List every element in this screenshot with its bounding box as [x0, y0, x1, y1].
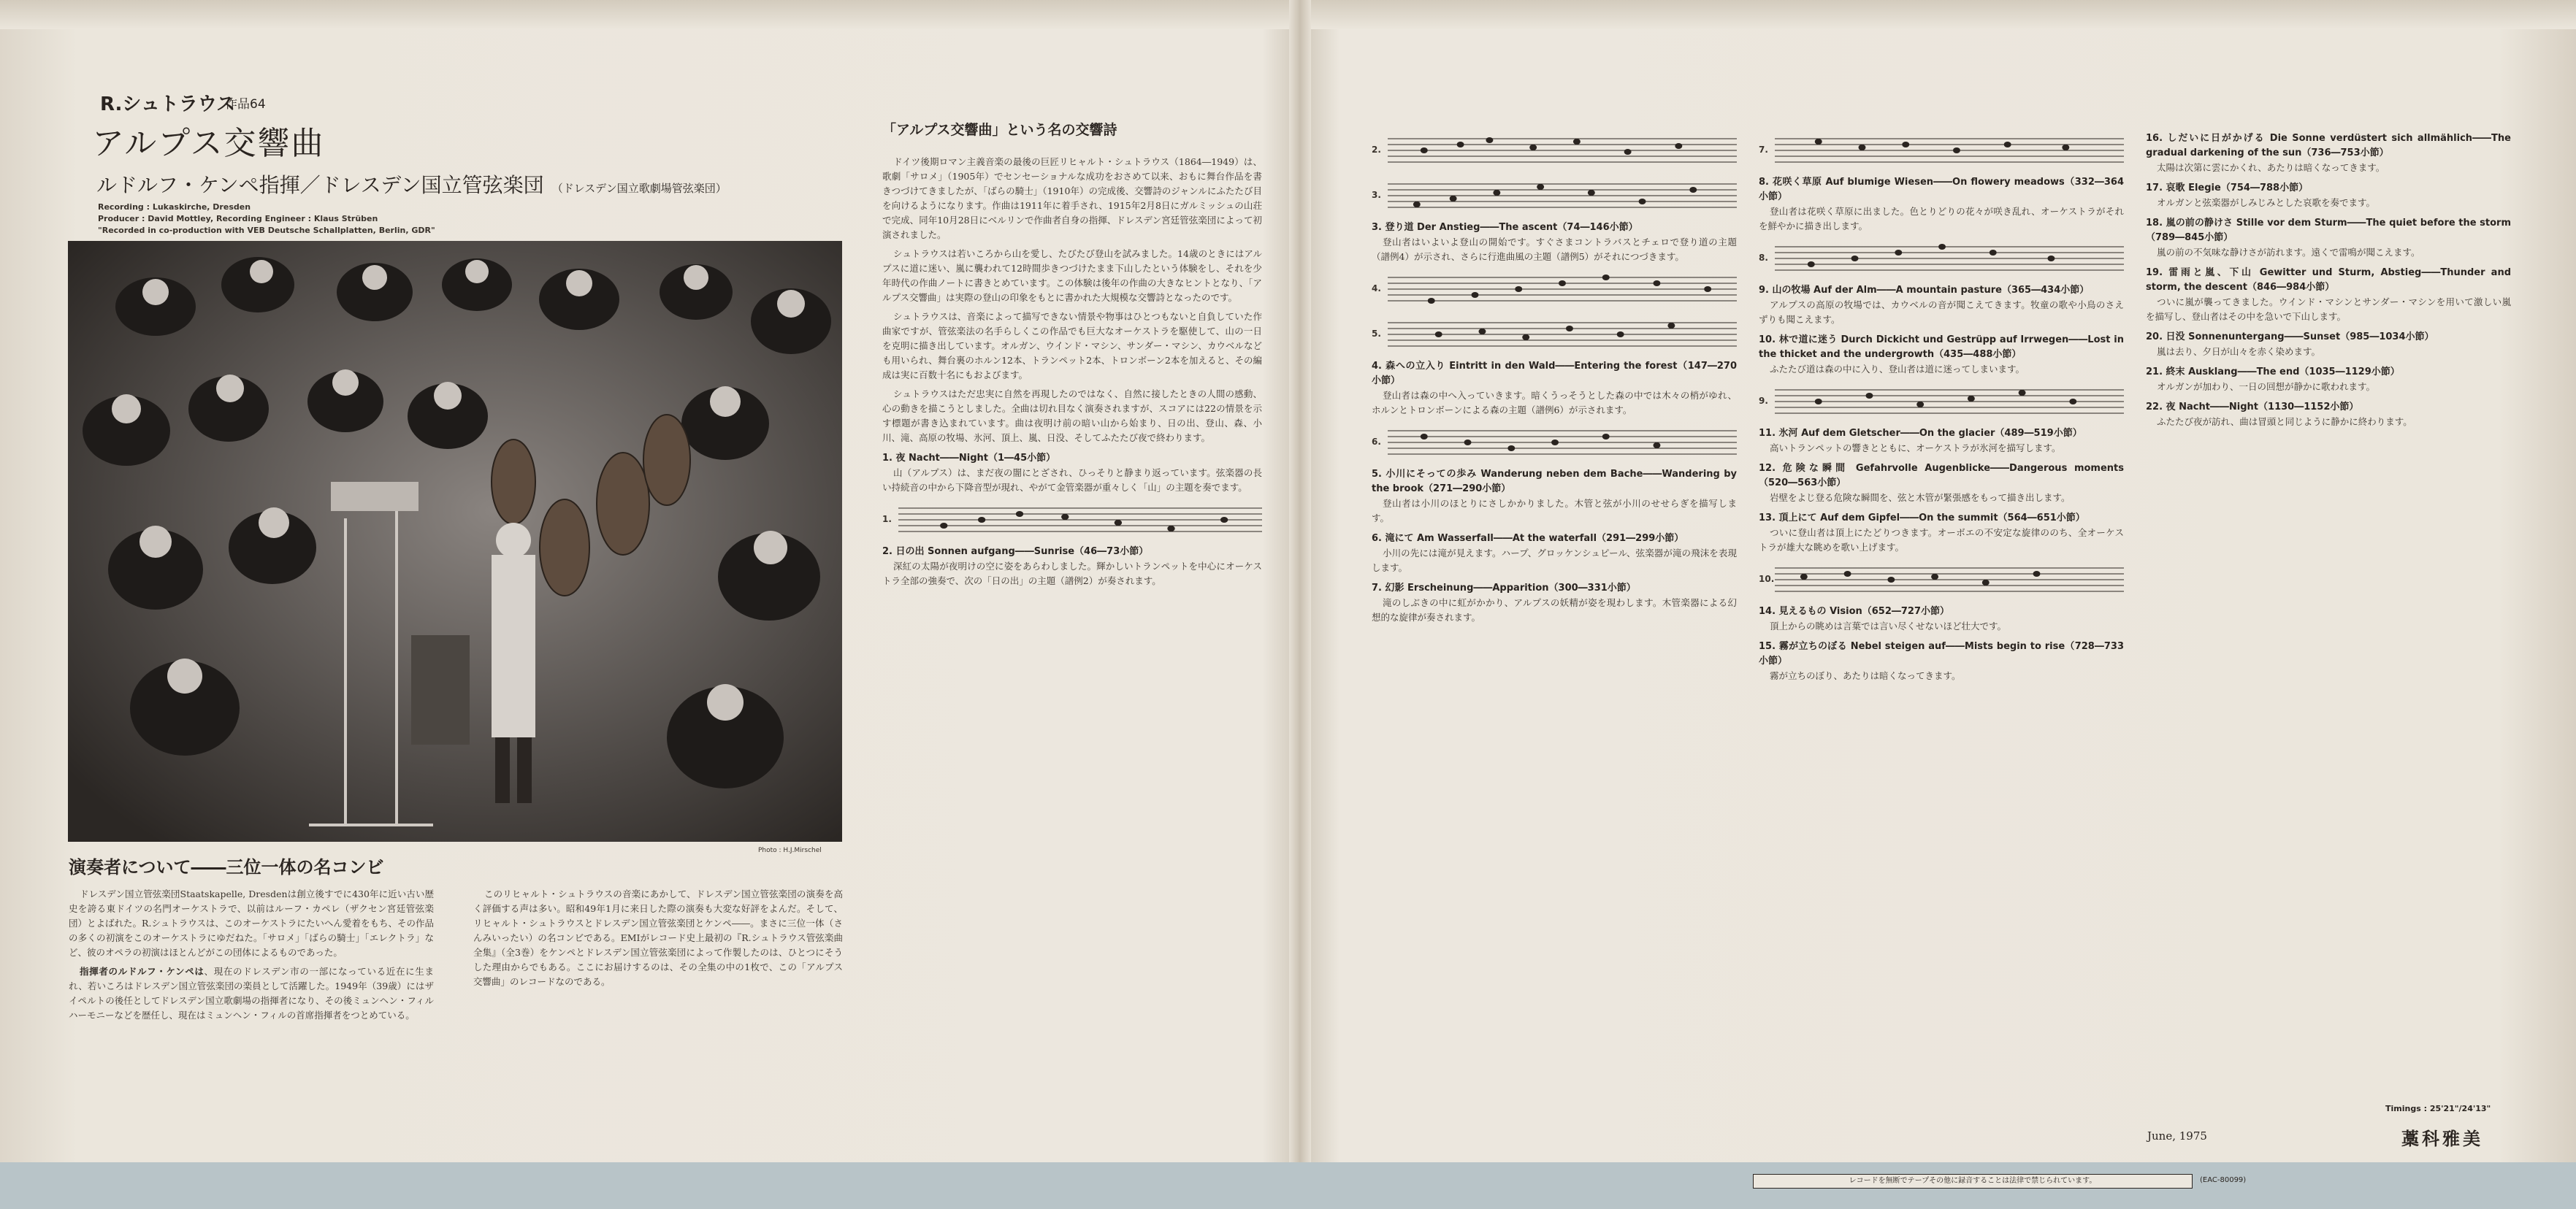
music-staff-icon [1775, 238, 2124, 277]
author: 藁科雅美 [2401, 1128, 2483, 1149]
credit-line: "Recorded in co-production with VEB Deutsche Schallplatten, Berlin, GDR" [98, 226, 435, 235]
section-text: 登山者は小川のほとりにさしかかりました。木管と弦が小川のせせらぎを描写します。 [1372, 498, 1737, 523]
section-head: 1. 夜 Nacht――Night（1―45小節） [882, 453, 1056, 464]
program-col-far [2146, 126, 2511, 1097]
essay-paragraph: シュトラウスはただ忠実に自然を再現したのではなく、自然に接したときの人間の感動、心の動きを描こうとしました。全曲は切れ目なく演奏されますが、スコアには22の情景を示す標題が書き込まれています。曲は夜明け前の暗い山から始まり、日の出、登山、森、小川、滝、高原の牧場、氷河、頂上、嵐、日没、そしてふたたび夜で終わります。 [882, 388, 1262, 443]
section-head: 9. 山の牧場 Auf der Alm――A mountain pasture（365―434小節） [1759, 285, 2090, 296]
footer-notice: レコードを無断でテープその他に録音することは法律で禁じられています。 [1849, 1177, 2097, 1185]
section-text: 深紅の太陽が夜明けの空に姿をあらわしました。輝かしいトランペットを中心にオーケストラ全部の強奏で、次の「日の出」の主題（譜例2）が奏されます。 [882, 561, 1262, 586]
section-text: 登山者はいよいよ登山の開始です。すぐさまコントラバスとチェロで登り道の主題（譜例4）が示され、さらに行進曲風の主題（譜例5）がそれにつづきます。 [1372, 237, 1737, 262]
section-head: 20. 日没 Sonnenuntergang――Sunset（985―1034小節） [2146, 331, 2434, 342]
music-staff-icon [1388, 314, 1737, 353]
section-text: 嵐の前の不気味な静けさが訪れます。遠くで雷鳴が聞こえます。 [2157, 247, 2420, 258]
music-staff-icon [1775, 381, 2124, 421]
section-text: ふたたび道は森の中に入り、登山者は道に迷ってしまいます。 [1770, 364, 2025, 375]
section-head: 2. 日の出 Sonnen aufgang――Sunrise（46―73小節） [882, 546, 1149, 557]
music-example [1372, 130, 1737, 169]
section-head: 12. 危険な瞬間 Gefahrvolle Augenblicke――Dangerous moments（520―563小節） [1759, 463, 2124, 488]
section-head: 13. 頂上にて Auf dem Gipfel――On the summit（564―651小節） [1759, 513, 2085, 523]
music-example [1759, 381, 2124, 421]
music-example [1759, 130, 2124, 169]
opus: 作品64 [225, 97, 266, 112]
section-head: 11. 氷河 Auf dem Gletscher――On the glacier（489―519小節） [1759, 428, 2082, 439]
music-staff-icon [1388, 269, 1737, 308]
music-example [1372, 314, 1737, 353]
section-head: 3. 登り道 Der Anstieg――The ascent（74―146小節） [1372, 222, 1638, 233]
music-staff-icon [1388, 130, 1737, 169]
section-head: 4. 森への立入り Eintritt in den Wald――Entering the forest（147―270小節） [1372, 361, 1737, 386]
example-number: 1. [882, 514, 892, 524]
album-title: アルプス交響曲 [92, 125, 325, 162]
fold-gutter [1289, 0, 1311, 1209]
performers-text-2: このリヒャルト・シュトラウスの音楽にあかして、ドレスデン国立管弦楽団の演奏を高く評価する声は多い。昭和49年1月に来日した際の演奏も大変な好評をよんだ。そして、リヒャルト・シュトラウスとドレスデン国立管弦楽団とケンペ――。まさに三位一体（さんみいったい）の名コンビである。EMIがレコード史上最初の『R.シュトラウス管弦楽曲全集』（全3巻）をケンペとドレスデン国立管弦楽団によって作製したのは、ひとつにそうした理由からでもある。ここにお届けするのは、その全集の中の1枚で、この「アルプス交響曲」のレコードなのである。 [473, 888, 843, 987]
credit-line: Recording : Lukaskirche, Dresden [98, 202, 251, 212]
section-text: 滝のしぶきの中に虹がかかり、アルプスの妖精が姿を現わします。木管楽器による幻想的な旋律が奏されます。 [1372, 597, 1737, 623]
section-text: 嵐は去り、夕日が山々を赤く染めます。 [2157, 346, 2321, 357]
music-example [1372, 269, 1737, 308]
music-example [1372, 422, 1737, 461]
section-head: 10. 林で道に迷う Durch Dickicht und Gestrüpp auf Irrwegen――Lost in the thicket and the undergrowth（435―488小節） [1759, 334, 2124, 360]
section-head: 7. 幻影 Erscheinung――Apparition（300―331小節） [1372, 583, 1636, 594]
kempe-heading: 指揮者のルドルフ・ケンペは [80, 966, 205, 977]
photo-credit: Photo : H.J.Mirschel [758, 847, 822, 854]
section-head: 6. 滝にて Am Wasserfall――At the waterfall（291―299小節） [1372, 533, 1684, 544]
essay-heading: 「アルプス交響曲」という名の交響詩 [882, 122, 1117, 138]
performers-heading: 演奏者について――三位一体の名コンビ [69, 857, 384, 878]
example-number: 6. [1372, 437, 1381, 447]
music-staff-icon [898, 499, 1262, 539]
music-example [882, 499, 1262, 539]
section-text: 岩壁をよじ登る危険な瞬間を、弦と木管が緊張感をもって描き出します。 [1770, 492, 2071, 503]
music-staff-icon [1775, 130, 2124, 169]
music-staff-icon [1388, 422, 1737, 461]
music-example [1759, 559, 2124, 599]
example-number: 4. [1372, 283, 1381, 293]
section-head: 16. しだいに日がかげる Die Sonne verdüstert sich allmählich――The gradual darkening of the sun（736―753小節） [2146, 133, 2511, 158]
composer: R.シュトラウス [100, 93, 236, 115]
orchestra-photo-art [68, 241, 842, 842]
essay-column [882, 155, 1262, 1148]
performers-col-2 [473, 887, 843, 1143]
section-text: ついに登山者は頂上にたどりつきます。オーボエの不安定な旋律ののち、全オーケストラが雄大な眺めを歌い上げます。 [1759, 527, 2124, 553]
essay-paragraph: ドイツ後期ロマン主義音楽の最後の巨匠リヒャルト・シュトラウス（1864―1949）は、歌劇「サロメ」（1905年）でセンセーショナルな成功をおさめて以来、おもに舞台作品を書きつづけてきましたが、「ばらの騎士」（1910年）の完成後、交響詩のジャンルにふたたび目を向けるようになります。作曲は1911年に着手され、1915年2月8日にガルミッシュの山荘で完成、同年10月28日にベルリンで作曲者自身の指揮、ドレスデン宮廷管弦楽団によって初演されました。 [882, 156, 1262, 240]
orchestra-photo [68, 241, 842, 842]
top-shadow [0, 0, 2576, 29]
timings: Timings : 25'21"/24'13" [2385, 1104, 2491, 1113]
section-head: 18. 嵐の前の静けさ Stille vor dem Sturm――The quiet before the storm（789―845小節） [2146, 218, 2511, 243]
section-head: 22. 夜 Nacht――Night（1130―1152小節） [2146, 402, 2359, 412]
section-text: 高いトランペットの響きとともに、オーケストラが氷河を描写します。 [1770, 442, 2061, 453]
example-number: 10. [1759, 574, 1775, 584]
section-text: ふたたび夜が訪れ、曲は冒頭と同じように静かに終わります。 [2157, 416, 2412, 427]
example-number: 8. [1759, 253, 1768, 263]
footer-notice-box [1753, 1174, 2193, 1189]
section-text: ついに嵐が襲ってきました。ウインド・マシンとサンダー・マシンを用いて激しい嵐を描写し、登山者はその中を急いで下山します。 [2146, 296, 2511, 322]
orchestra-sub: （ドレスデン国立歌劇場管弦楽団） [551, 182, 727, 195]
example-number: 3. [1372, 190, 1381, 200]
example-number: 5. [1372, 329, 1381, 339]
section-head: 21. 終末 Ausklang――The end（1035―1129小節） [2146, 366, 2400, 377]
section-text: 太陽は次第に雲にかくれ、あたりは暗くなってきます。 [2157, 162, 2385, 173]
kempe-text: 、現在のドレスデン市の一部になっている近在に生まれ、若いころはドレスデン国立管弦楽団の楽員として活躍した。1949年（39歳）にはザイペルトの後任としてドレスデン国立歌劇場の指揮者になり、その後ミュンヘン・フィルハーモニーなどを歴任し、現在はミュンヘン・フィルの首席指揮者をつとめている。 [69, 966, 434, 1021]
example-number: 9. [1759, 396, 1768, 406]
section-text: 頂上からの眺めは言葉では言い尽くせないほど壮大です。 [1770, 621, 2007, 632]
example-number: 2. [1372, 145, 1381, 155]
section-head: 19. 雷雨と嵐、下山 Gewitter und Sturm, Abstieg――Thunder and storm, the descent（846―984小節） [2146, 267, 2511, 293]
music-staff-icon [1775, 559, 2124, 599]
section-head: 14. 見えるもの Vision（652―727小節） [1759, 606, 1950, 617]
credit-line: Producer : David Mottley, Recording Engineer : Klaus Strüben [98, 214, 378, 223]
catalog-number: (EAC-80099) [2200, 1176, 2247, 1184]
section-text: アルプスの高原の牧場では、カウベルの音が聞こえてきます。牧童の歌や小鳥のさえずりも聞こえます。 [1759, 299, 2124, 325]
section-text: 小川の先には滝が見えます。ハープ、グロッケンシュピール、弦楽器が滝の飛沫を表現します。 [1372, 548, 1737, 573]
section-head: 15. 霧が立ちのぼる Nebel steigen auf――Mists begin to rise（728―733小節） [1759, 641, 2124, 667]
music-staff-icon [1388, 175, 1737, 215]
recording-credits [98, 202, 435, 237]
conductor-line [96, 169, 863, 199]
section-text: オルガンと弦楽器がしみじみとした哀歌を奏でます。 [2157, 197, 2376, 208]
section-text: 霧が立ちのぼり、あたりは暗くなってきます。 [1770, 670, 1961, 681]
program-col-mid [1372, 126, 1737, 1148]
section-head: 17. 哀歌 Elegie（754―788小節） [2146, 183, 2309, 193]
essay-paragraph: シュトラウスは若いころから山を愛し、たびたび登山を試みました。14歳のときにはアルプスに道に迷い、嵐に襲われて12時間歩きつづけたまま下山したという体験をし、それを少年時代の作曲ノートに書きとめています。この体験は後年の作曲の大きなヒントとなり、「アルプス交響曲」は実際の登山の印象をもとに書かれた大規模な交響詩となったのです。 [882, 248, 1262, 303]
music-example [1759, 238, 2124, 277]
kempe-paragraph [69, 964, 434, 1023]
section-head: 5. 小川にそっての歩み Wanderung neben dem Bache――Wandering by the brook（271―290小節） [1372, 469, 1737, 494]
section-text: 登山者は花咲く草原に出ました。色とりどりの花々が咲き乱れ、オーケストラがそれを鮮やかに描き出します。 [1759, 206, 2124, 231]
section-head: 8. 花咲く草原 Auf blumige Wiesen――On flowery meadows（332―364小節） [1759, 177, 2124, 202]
music-example [1372, 175, 1737, 215]
example-number: 7. [1759, 145, 1768, 155]
performers-text: ドレスデン国立管弦楽団Staatskapelle, Dresdenは創立後すでに430年に近い古い歴史を誇る東ドイツの名門オーケストラで、以前はルーフ・カペレ（ザクセン宮廷管弦楽団）とよばれた。R.シュトラウスは、このオーケストラにたいへん愛着をもち、その作品の多くの初演をこのオーケストラにゆだねた。「サロメ」「ばらの騎士」「エレクトラ」など、彼のオペラの初演はほとんどがこの団体によるものであった。 [69, 888, 434, 958]
section-text: オルガンが加わり、一日の回想が静かに歌われます。 [2157, 381, 2376, 392]
section-text: 登山者は森の中へ入っていきます。暗くうっそうとした森の中では木々の梢がゆれ、ホルンとトロンボーンによる森の主題（譜例6）が示されます。 [1372, 390, 1737, 415]
conductor-orchestra: ルドルフ・ケンペ指揮／ドレスデン国立管弦楽団 [96, 173, 544, 197]
program-col-right [1759, 126, 2124, 1148]
essay-paragraph: シュトラウスは、音楽によって描写できない情景や物事はひとつもないと自負していた作曲家ですが、管弦楽法の名手らしくこの作品でも巨大なオーケストラを駆使して、山の一日を克明に描き出しています。オルガン、ウインド・マシン、サンダー・マシン、カウベルなども用いられ、舞台裏のホルン12本、トランペット2本、トロンボーン2本を加えると、その編成は実に百数十名にもおよびます。 [882, 311, 1262, 380]
section-text: 山（アルプス）は、まだ夜の闇にとざされ、ひっそりと静まり返っています。弦楽器の長い持続音の中から下降音型が現れ、やがて金管楽器が重々しく「山」の主題を奏でます。 [882, 467, 1262, 493]
performers-col-1 [69, 887, 434, 1143]
date: June, 1975 [2147, 1129, 2207, 1143]
